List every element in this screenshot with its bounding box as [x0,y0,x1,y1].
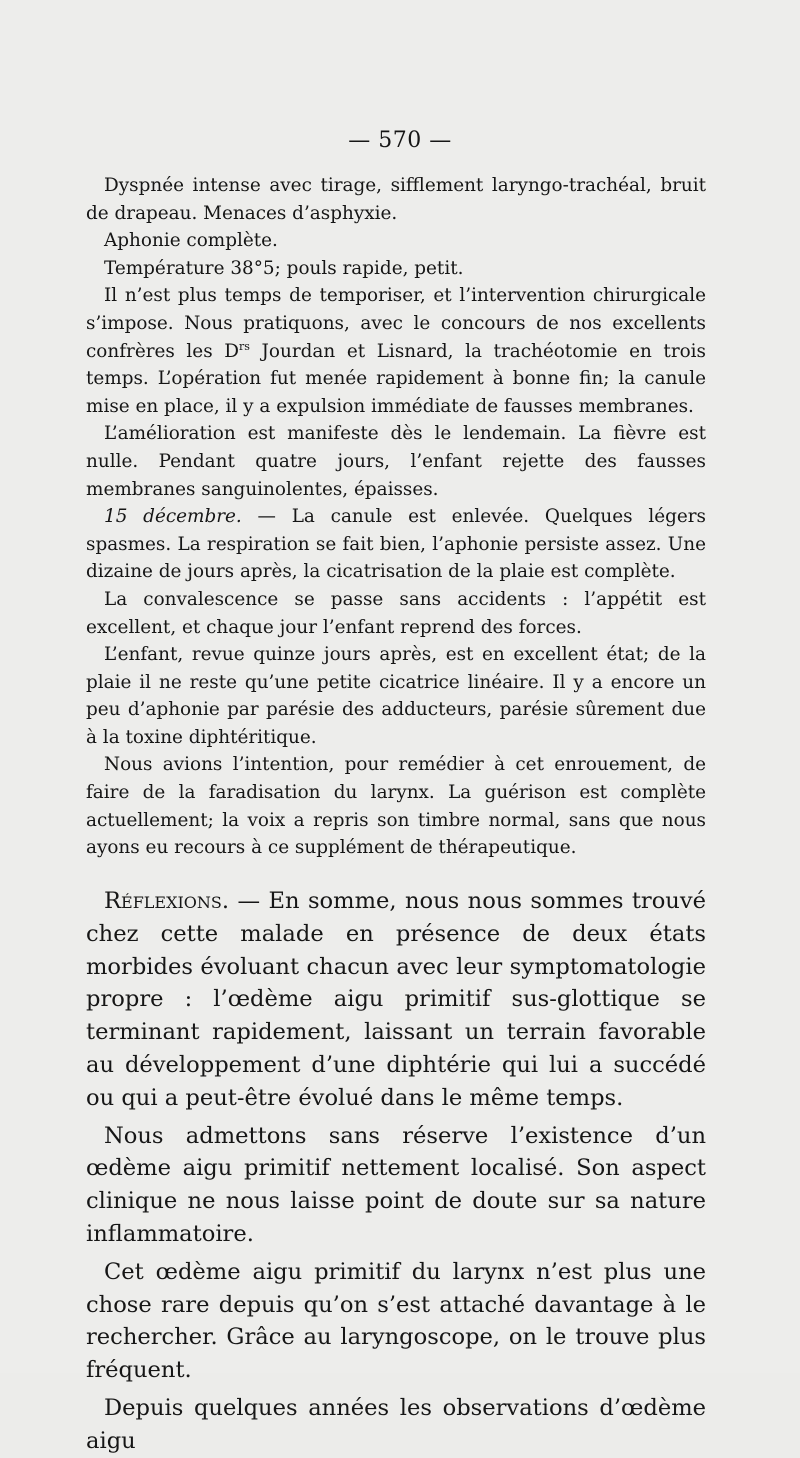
intervention-text-start: Nous pratiquons, avec le concours de nos excellents confrères les D [86,312,706,362]
paragraph-improvement: L’amélioration est manifeste dès le lendemain. La fièvre est nulle. Pendant quatre jours, l’enfant rejette des fausses membranes sanguinolentes, épaisses. [86,423,706,500]
paragraph-intervention [86,282,706,420]
paragraph-observations: Depuis quelques années les observations d’œdème aigu [86,1394,706,1454]
intervention-sentence: Il n’est plus temps de temporiser, et l’intervention chirurgicale s’impose. [86,285,706,334]
paragraph-edema-frequency: Cet œdème aigu primitif du larynx n’est plus une chose rare depuis qu’on s’est attaché davantage à le rechercher. Grâce au laryngoscope, on le trouve plus fréquent. [86,1258,706,1384]
page-number: — 570 — [348,128,452,153]
paragraph-aphonia: Aphonie complète. [104,230,278,252]
reflexions-label: Réflexions. [104,888,230,914]
date-december: 15 décembre. [104,506,242,528]
paragraph-december [86,503,706,586]
paragraph-temperature: Température 38°5; pouls rapide, petit. [104,257,464,279]
paragraph-dyspnea: Dyspnée intense avec tirage, sifflement laryngo-trachéal, bruit de drapeau. Menaces d’asphyxie. [86,175,706,224]
december-text: — La canule est enlevée. Quelques légers spasmes. La respiration se fait bien, l’aphonie persiste assez. Une dizaine de jours après, la cicatrisation de la plaie est complète. [86,506,706,583]
reflexions-text: — En somme, nous nous sommes trouvé chez cette malade en présence de deux états morbides évoluant chacun avec leur symptomatologie propre : l’œdème aigu primitif sus-glottique se terminant rapidement, laissant un terrain favorable au développement d’une diphtérie qui lui a succédé ou qui a peut-être évolué dans le même temps. [86,888,706,1111]
paragraph-convalescence: La convalescence se passe sans accidents : l’appétit est excellent, et chaque jour l’enfant reprend des forces. [86,588,706,638]
case-report-section [86,172,706,862]
paragraph-faradisation: Nous avions l’intention, pour remédier à cet enrouement, de faire de la faradisation du larynx. La guérison est complète actuellement; la voix a repris son timbre normal, sans que nous ayons eu recours à ce supplément de thérapeutique. [86,754,706,859]
doctors-abbreviation-superscript: rs [239,339,250,353]
reflexions-section [86,885,706,1458]
paragraph-follow-up: L’enfant, revue quinze jours après, est en excellent état; de la plaie il ne reste qu’une petite cicatrice linéaire. Il y a encore un peu d’aphonie par parésie des adducteurs, parésie sûrement due à la toxine diphtéritique. [86,644,706,748]
intervention-text-end: Jourdan et Lisnard, la trachéotomie en trois temps. L’opération fut menée rapidement à bonne fin; la canule mise en place, il y a expulsion immédiate de fausses membranes. [86,340,706,417]
paragraph-reflexions [86,885,706,1115]
paragraph-edema-reserve: Nous admettons sans réserve l’existence d’un œdème aigu primitif nettement localisé. Son aspect clinique ne nous laisse point de doute sur sa nature inflammatoire. [86,1122,706,1247]
